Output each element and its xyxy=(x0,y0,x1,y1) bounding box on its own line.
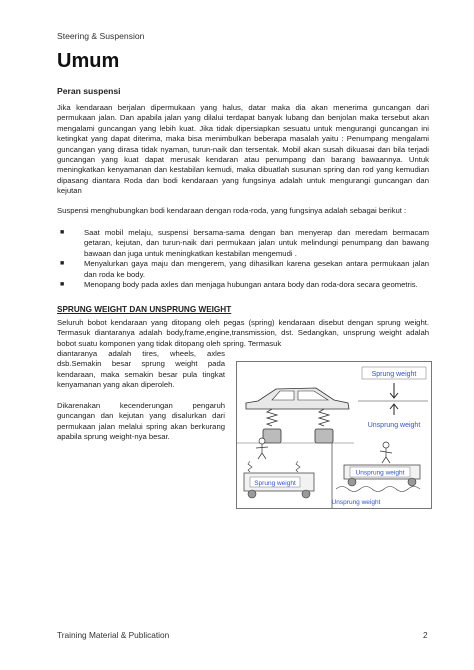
list-item-text: Saat mobil melaju, suspensi bersama-sama dengan ban menyerap dan meredam bermacam getaran, kejutan, dan turun-naik dari permukaan jalan untuk melindungi penumpang dan bawang bawaan dan juga untuk meningkatkan kestabilan mengemudi . xyxy=(84,228,429,258)
figure-label-sprung-cart: Sprung weight xyxy=(254,480,296,487)
bullet-icon: ■ xyxy=(60,260,65,268)
figure-label-unsprung: Unsprung weight xyxy=(367,422,421,429)
section-heading: SPRUNG WEIGHT DAN UNSPRUNG WEIGHT xyxy=(57,305,232,314)
wheel-icon xyxy=(263,429,281,443)
paragraph-4: Dikarenakan kecenderungan pengaruh guncangan dan kejutan yang disalurkan dari permukaan jalan melalui spring akan berkurang apabila sprung weight-nya besar. xyxy=(57,401,225,442)
paragraph-3-continued: diantaranya adalah tires, wheels, axles dsb.Semakin besar sprung weight pada kendaraan, maka semakin besar pula tingkat kenyamanan yang akan diperoleh. xyxy=(57,349,225,390)
list-item xyxy=(57,259,429,280)
paragraph-3: Seluruh bobot kendaraan yang ditopang oleh pegas (spring) kendaraan disebut dengan sprung weight. Termasuk diantaranya adalah body,frame,engine,transmission, dst. Sedangkan, unsprung weight adalah bobot suatu komponen yang tidak ditopang oleh spring. Termasuk xyxy=(57,318,429,348)
page-title: Umum xyxy=(57,50,120,72)
bullet-icon: ■ xyxy=(60,281,65,289)
list-item xyxy=(57,228,429,259)
paragraph-1: Jika kendaraan berjalan dipermukaan yang halus, datar maka dia akan menerima guncangan dari permukaan jalan. Dan apabila jalan yang dilalui terdapat banyak lubang dan benjolan maka tersebut akan mengalami guncangan yang lebih kuat. Jika tidak dipersiapkan sesuatu untuk mengurangi guncangan ini ketingkat yang dapat diterima, maka bisa menimbulkan beberapa masalah yaitu : Penumpang mengalami guncangan yang dirasa tidak nyaman, turun-naik dan tersentak. Mobil akan susah dikuasai dan bila terjadi guncangan yang kuat dapat merusak kendaran atau penumpang dan barang bawaannya. Untuk meningkatkan kenyamanan dan kestabilan kemudi, maka dibuatlah susunan spring dan rod yang kemudian dipasang diantara Roda dan bodi kendaraan yang fungsinya adalah untuk mengurangi guncangan dan kejutan xyxy=(57,103,429,196)
page-number: 2 xyxy=(423,630,428,640)
subheading: Peran suspensi xyxy=(57,86,121,96)
figure-label-unsprung-road: Unsprung weight xyxy=(331,499,381,506)
document-header: Steering & Suspension xyxy=(57,31,145,41)
paragraph-2: Suspensi menghubungkan bodi kendaraan dengan roda-roda, yang fungsinya adalah sebagai berikut : xyxy=(57,206,407,215)
figure-label-unsprung-cart: Unsprung weight xyxy=(355,469,405,477)
list-item-text: Menopang body pada axles dan menjaga hubungan antara body dan roda-dora secara geometris. xyxy=(84,280,418,290)
list-item-text: Menyalurkan gaya maju dan mengerem, yang dihasilkan karena gesekan antara permukaan jalan dan roda ke body. xyxy=(84,259,429,279)
wheel-icon xyxy=(315,429,333,443)
footer-label: Training Material & Publication xyxy=(57,630,170,640)
list-item xyxy=(57,280,429,290)
sprung-weight-diagram xyxy=(236,361,432,509)
figure-label-sprung: Sprung weight xyxy=(371,371,417,378)
bullet-icon: ■ xyxy=(60,229,65,236)
function-list xyxy=(57,228,429,290)
